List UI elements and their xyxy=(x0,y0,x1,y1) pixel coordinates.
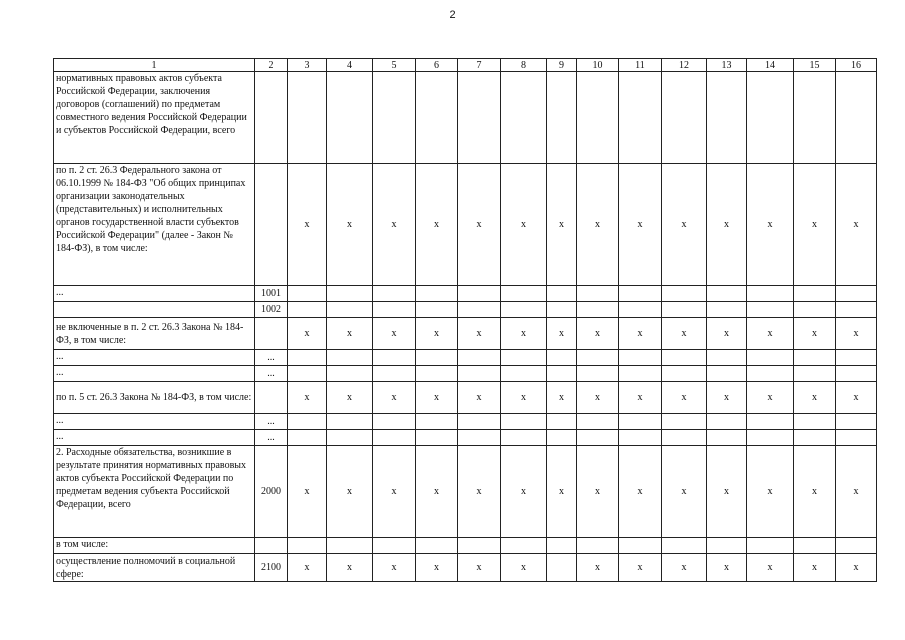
table-cell: x xyxy=(662,446,707,538)
table-cell xyxy=(458,350,501,366)
row-code: ... xyxy=(255,414,288,430)
table-cell xyxy=(547,554,577,582)
table-cell xyxy=(794,366,836,382)
table-cell: x xyxy=(327,164,373,286)
table-cell xyxy=(707,72,747,164)
table-cell xyxy=(747,366,794,382)
table-cell: x xyxy=(288,446,327,538)
table-row xyxy=(54,366,877,382)
table-cell xyxy=(662,350,707,366)
table-cell xyxy=(501,430,547,446)
row-label: не включенные в п. 2 ст. 26.3 Закона № 184-ФЗ, в том числе: xyxy=(54,318,255,350)
row-label: в том числе: xyxy=(54,538,255,554)
row-label: ... xyxy=(54,350,255,366)
table-cell xyxy=(327,430,373,446)
row-code xyxy=(255,538,288,554)
column-header-5: 5 xyxy=(373,59,416,72)
table-cell xyxy=(577,286,619,302)
table-cell xyxy=(577,350,619,366)
table-cell xyxy=(288,538,327,554)
table-cell: x xyxy=(501,164,547,286)
table-cell xyxy=(416,286,458,302)
table-cell xyxy=(794,430,836,446)
table-cell: x xyxy=(707,164,747,286)
table-cell: x xyxy=(747,164,794,286)
table-cell xyxy=(794,414,836,430)
table-cell xyxy=(288,302,327,318)
table-cell xyxy=(662,286,707,302)
table-cell xyxy=(547,366,577,382)
table-cell: x xyxy=(501,554,547,582)
column-header-6: 6 xyxy=(416,59,458,72)
table-row xyxy=(54,302,877,318)
table-cell xyxy=(707,414,747,430)
table-cell xyxy=(547,538,577,554)
table-cell xyxy=(416,350,458,366)
table-cell xyxy=(327,366,373,382)
table-cell xyxy=(373,302,416,318)
table-cell xyxy=(416,302,458,318)
table-cell: x xyxy=(373,164,416,286)
table-cell: x xyxy=(501,318,547,350)
table-cell: x xyxy=(836,554,877,582)
table-cell: x xyxy=(458,554,501,582)
table-cell: x xyxy=(577,554,619,582)
page-number: 2 xyxy=(449,9,456,21)
table-cell xyxy=(288,366,327,382)
table-cell xyxy=(662,72,707,164)
table-cell xyxy=(619,72,662,164)
table-cell xyxy=(662,414,707,430)
table-cell xyxy=(619,430,662,446)
table-row xyxy=(54,350,877,366)
table-cell: x xyxy=(707,382,747,414)
table-cell: x xyxy=(836,318,877,350)
column-header-14: 14 xyxy=(747,59,794,72)
table-cell xyxy=(662,538,707,554)
table-cell xyxy=(619,366,662,382)
row-code: ... xyxy=(255,366,288,382)
table-cell xyxy=(547,302,577,318)
table-cell xyxy=(327,302,373,318)
table-cell xyxy=(747,302,794,318)
table-cell xyxy=(836,72,877,164)
table-cell: x xyxy=(707,446,747,538)
table-cell: x xyxy=(794,318,836,350)
table-cell: x xyxy=(794,446,836,538)
row-label: ... xyxy=(54,430,255,446)
table-cell xyxy=(327,538,373,554)
table-cell xyxy=(547,72,577,164)
table-cell xyxy=(794,350,836,366)
table-cell: x xyxy=(577,164,619,286)
table-row xyxy=(54,538,877,554)
table-cell xyxy=(458,286,501,302)
row-code: ... xyxy=(255,350,288,366)
table-cell xyxy=(707,366,747,382)
table-cell xyxy=(416,538,458,554)
row-code: 1001 xyxy=(255,286,288,302)
column-header-11: 11 xyxy=(619,59,662,72)
table-cell xyxy=(327,286,373,302)
table-cell xyxy=(288,286,327,302)
table-cell xyxy=(501,286,547,302)
table-cell xyxy=(501,414,547,430)
table-cell: x xyxy=(794,382,836,414)
table-cell xyxy=(662,366,707,382)
column-header-1: 1 xyxy=(54,59,255,72)
table-cell xyxy=(501,350,547,366)
table-cell: x xyxy=(662,318,707,350)
table-cell: x xyxy=(373,554,416,582)
table-row xyxy=(54,446,877,538)
table-row xyxy=(54,554,877,582)
row-code: 1002 xyxy=(255,302,288,318)
table-cell xyxy=(836,302,877,318)
column-header-3: 3 xyxy=(288,59,327,72)
table-cell xyxy=(619,286,662,302)
table-row xyxy=(54,164,877,286)
table-cell xyxy=(707,286,747,302)
table-cell: x xyxy=(619,382,662,414)
table-cell: x xyxy=(327,554,373,582)
row-label: ... xyxy=(54,366,255,382)
table-cell xyxy=(577,430,619,446)
table-cell xyxy=(577,538,619,554)
table-cell: x xyxy=(747,554,794,582)
table-cell: x xyxy=(327,446,373,538)
column-header-4: 4 xyxy=(327,59,373,72)
table-cell xyxy=(707,538,747,554)
table-cell xyxy=(416,366,458,382)
table-cell xyxy=(501,538,547,554)
table-cell xyxy=(836,414,877,430)
table-cell: x xyxy=(501,446,547,538)
table-cell xyxy=(707,350,747,366)
table-cell: x xyxy=(662,382,707,414)
table-cell xyxy=(794,286,836,302)
table-cell xyxy=(288,414,327,430)
table-cell xyxy=(547,350,577,366)
table-cell: x xyxy=(836,382,877,414)
column-header-10: 10 xyxy=(577,59,619,72)
table-cell xyxy=(501,72,547,164)
table-cell xyxy=(547,286,577,302)
table-row xyxy=(54,430,877,446)
table-cell: x xyxy=(662,554,707,582)
table-cell: x xyxy=(327,382,373,414)
table-cell: x xyxy=(416,446,458,538)
table-cell xyxy=(327,72,373,164)
row-code xyxy=(255,382,288,414)
table-cell: x xyxy=(373,446,416,538)
table-row xyxy=(54,318,877,350)
table-cell xyxy=(747,414,794,430)
table-row xyxy=(54,286,877,302)
table-cell: x xyxy=(619,164,662,286)
table-cell: x xyxy=(577,446,619,538)
table-cell xyxy=(836,430,877,446)
table-cell: x xyxy=(501,382,547,414)
table-cell: x xyxy=(707,318,747,350)
header-row xyxy=(54,59,877,72)
column-header-13: 13 xyxy=(707,59,747,72)
table-cell: x xyxy=(662,164,707,286)
table-cell: x xyxy=(547,382,577,414)
column-header-12: 12 xyxy=(662,59,707,72)
row-code: ... xyxy=(255,430,288,446)
table-cell xyxy=(747,72,794,164)
table-cell xyxy=(577,414,619,430)
table-cell: x xyxy=(619,318,662,350)
table-cell: x xyxy=(288,554,327,582)
table-cell xyxy=(373,366,416,382)
table-row xyxy=(54,382,877,414)
table-cell xyxy=(373,538,416,554)
row-code xyxy=(255,318,288,350)
table-cell: x xyxy=(288,382,327,414)
table-cell: x xyxy=(416,554,458,582)
table-cell xyxy=(416,72,458,164)
table-cell xyxy=(373,430,416,446)
table-cell: x xyxy=(458,164,501,286)
table-cell xyxy=(288,430,327,446)
table-cell xyxy=(416,414,458,430)
table-cell: x xyxy=(747,446,794,538)
table-cell xyxy=(327,414,373,430)
table-cell xyxy=(577,72,619,164)
table-cell: x xyxy=(747,318,794,350)
table-cell xyxy=(547,430,577,446)
table-cell xyxy=(373,72,416,164)
table-cell xyxy=(547,414,577,430)
table-cell xyxy=(577,302,619,318)
table-cell xyxy=(458,72,501,164)
row-code: 2000 xyxy=(255,446,288,538)
table-cell xyxy=(458,302,501,318)
table-cell: x xyxy=(747,382,794,414)
table-cell: x xyxy=(416,382,458,414)
table-cell xyxy=(747,350,794,366)
table-cell xyxy=(458,414,501,430)
table-cell xyxy=(662,430,707,446)
row-label: осуществление полномочий в социальной сфере: xyxy=(54,554,255,582)
table-cell: x xyxy=(458,382,501,414)
table-cell: x xyxy=(288,318,327,350)
table-cell: x xyxy=(373,318,416,350)
table-cell xyxy=(501,366,547,382)
table-cell: x xyxy=(547,318,577,350)
column-header-7: 7 xyxy=(458,59,501,72)
row-label: 2. Расходные обязательства, возникшие в результате принятия нормативных правовых актов субъекта Российской Федерации по предметам ведения субъекта Российской Федерации, всего xyxy=(54,446,255,538)
table-cell xyxy=(458,430,501,446)
expenditure-table xyxy=(53,58,877,582)
table-cell: x xyxy=(577,318,619,350)
table-cell xyxy=(747,286,794,302)
table-cell xyxy=(794,302,836,318)
table-cell xyxy=(288,350,327,366)
table-cell: x xyxy=(577,382,619,414)
table-cell xyxy=(373,286,416,302)
table-cell xyxy=(794,72,836,164)
table-cell xyxy=(747,430,794,446)
table-cell: x xyxy=(836,446,877,538)
column-header-2: 2 xyxy=(255,59,288,72)
table-cell xyxy=(577,366,619,382)
table-cell xyxy=(707,430,747,446)
table-cell xyxy=(707,302,747,318)
table-cell xyxy=(619,350,662,366)
row-code xyxy=(255,72,288,164)
column-header-16: 16 xyxy=(836,59,877,72)
table-cell xyxy=(836,286,877,302)
table-cell: x xyxy=(794,554,836,582)
row-label xyxy=(54,302,255,318)
table-cell xyxy=(619,302,662,318)
table-cell: x xyxy=(707,554,747,582)
table-row xyxy=(54,414,877,430)
table-cell: x xyxy=(619,446,662,538)
row-label: нормативных правовых актов субъекта Российской Федерации, заключения договоров (соглашений) по предметам совместного ведения Российской Федерации и субъектов Российской Федерации, всего xyxy=(54,72,255,164)
column-header-9: 9 xyxy=(547,59,577,72)
table-cell: x xyxy=(794,164,836,286)
row-label: по п. 5 ст. 26.3 Закона № 184-ФЗ, в том числе: xyxy=(54,382,255,414)
table-cell: x xyxy=(619,554,662,582)
table-cell xyxy=(416,430,458,446)
table-cell xyxy=(373,350,416,366)
table-cell: x xyxy=(458,446,501,538)
table-cell: x xyxy=(373,382,416,414)
column-header-8: 8 xyxy=(501,59,547,72)
table-cell: x xyxy=(327,318,373,350)
table-row xyxy=(54,72,877,164)
row-code: 2100 xyxy=(255,554,288,582)
row-label: ... xyxy=(54,286,255,302)
table-cell: x xyxy=(458,318,501,350)
table-cell: x xyxy=(547,164,577,286)
table-cell xyxy=(501,302,547,318)
table-cell xyxy=(836,350,877,366)
table-cell xyxy=(836,366,877,382)
table-cell xyxy=(458,366,501,382)
table-cell xyxy=(662,302,707,318)
table-cell: x xyxy=(836,164,877,286)
table-cell xyxy=(327,350,373,366)
table-cell xyxy=(458,538,501,554)
table-cell xyxy=(619,414,662,430)
row-label: по п. 2 ст. 26.3 Федерального закона от 06.10.1999 № 184-ФЗ "Об общих принципах организации законодательных (представительных) и исполнительных органов государственной власти субъектов Российской Федерации" (далее - Закон № 184-ФЗ), в том числе: xyxy=(54,164,255,286)
table-cell xyxy=(747,538,794,554)
table-cell: x xyxy=(416,164,458,286)
table-cell xyxy=(794,538,836,554)
row-code xyxy=(255,164,288,286)
table-cell: x xyxy=(547,446,577,538)
table-cell xyxy=(373,414,416,430)
column-header-15: 15 xyxy=(794,59,836,72)
table-cell xyxy=(836,538,877,554)
row-label: ... xyxy=(54,414,255,430)
table-cell xyxy=(288,72,327,164)
table-cell: x xyxy=(416,318,458,350)
table-cell: x xyxy=(288,164,327,286)
table-cell xyxy=(619,538,662,554)
